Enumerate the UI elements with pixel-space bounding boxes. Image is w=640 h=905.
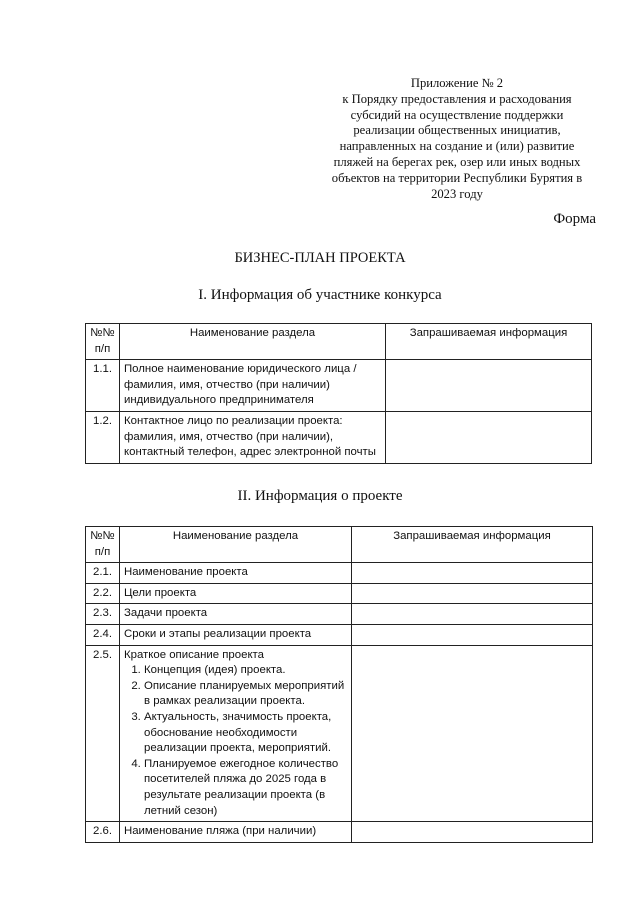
table-row [86,604,593,625]
list-item: 3. Актуальность, значимость проекта, обоснование необходимости реализации проекта, мероприятий. [144,710,347,757]
appendix-line: Приложение № 2 [410,76,504,90]
header-requested-info: Запрашиваемая информация [352,527,593,563]
table-row [86,411,592,463]
row-section-name: Краткое описание проекта [124,648,264,661]
row-number: 1.1. [86,360,120,412]
appendix-line: 2023 году [431,186,483,201]
row-section-name-with-subitems [120,645,352,822]
row-info-cell[interactable] [352,645,593,822]
row-section-name: Наименование проекта [120,563,352,584]
appendix-line: направленных на создание и (или) развитие [339,139,575,154]
section1-title: I. Информация об участнике конкурса [198,287,442,303]
table-row [86,822,593,843]
table-row [86,563,593,584]
table-row [86,645,593,822]
header-section-name: Наименование раздела [120,527,352,563]
row-info-cell[interactable] [386,360,592,412]
row-info-cell[interactable] [386,411,592,463]
row-section-name: Контактное лицо по реализации проекта: фамилия, имя, отчество (при наличии), контактный телефон, адрес электронной почты [120,411,386,463]
row-info-cell[interactable] [352,822,593,843]
header-requested-info: Запрашиваемая информация [386,324,592,360]
list-item: 4. Планируемое ежегодное количество посетителей пляжа до 2025 года в результате реализации проекта (в летний сезон) [144,757,347,819]
header-number: №№ п/п [86,527,120,563]
row-section-name: Сроки и этапы реализации проекта [120,624,352,645]
appendix-line: пляжей на берегах рек, озер или иных водных [333,154,581,169]
row-number: 2.3. [86,604,120,625]
row-number: 2.4. [86,624,120,645]
row-section-name: Полное наименование юридического лица / фамилия, имя, отчество (при наличии) индивидуального предпринимателя [120,360,386,412]
row-number: 2.2. [86,583,120,604]
page-title: БИЗНЕС-ПЛАН ПРОЕКТА [234,250,406,266]
row-section-name: Задачи проекта [120,604,352,625]
project-info-table [85,526,593,843]
row-section-name: Цели проекта [120,583,352,604]
row-info-cell[interactable] [352,563,593,584]
row-info-cell[interactable] [352,583,593,604]
form-label: Форма [553,211,596,227]
table-row [86,624,593,645]
table-header-row [86,324,592,360]
list-item: 2. Описание планируемых мероприятий в рамках реализации проекта. [144,679,347,710]
participant-info-table [85,323,592,464]
row-info-cell[interactable] [352,604,593,625]
row-number: 2.5. [86,645,120,822]
table-row [86,360,592,412]
description-subitems [124,663,347,819]
appendix-line: субсидий на осуществление поддержки [350,107,564,122]
row-number: 2.1. [86,563,120,584]
row-section-name: Наименование пляжа (при наличии) [120,822,352,843]
table-header-row [86,527,593,563]
appendix-block [326,76,588,202]
appendix-line: объектов на территории Республики Бурятия в [331,170,583,185]
header-section-name: Наименование раздела [120,324,386,360]
header-number: №№ п/п [86,324,120,360]
appendix-line: реализации общественных инициатив, [353,123,561,138]
section2-title: II. Информация о проекте [237,488,403,504]
appendix-line: к Порядку предоставления и расходования [342,91,572,106]
row-number: 1.2. [86,411,120,463]
table-row [86,583,593,604]
row-info-cell[interactable] [352,624,593,645]
row-number: 2.6. [86,822,120,843]
list-item: 1. Концепция (идея) проекта. [144,663,347,679]
